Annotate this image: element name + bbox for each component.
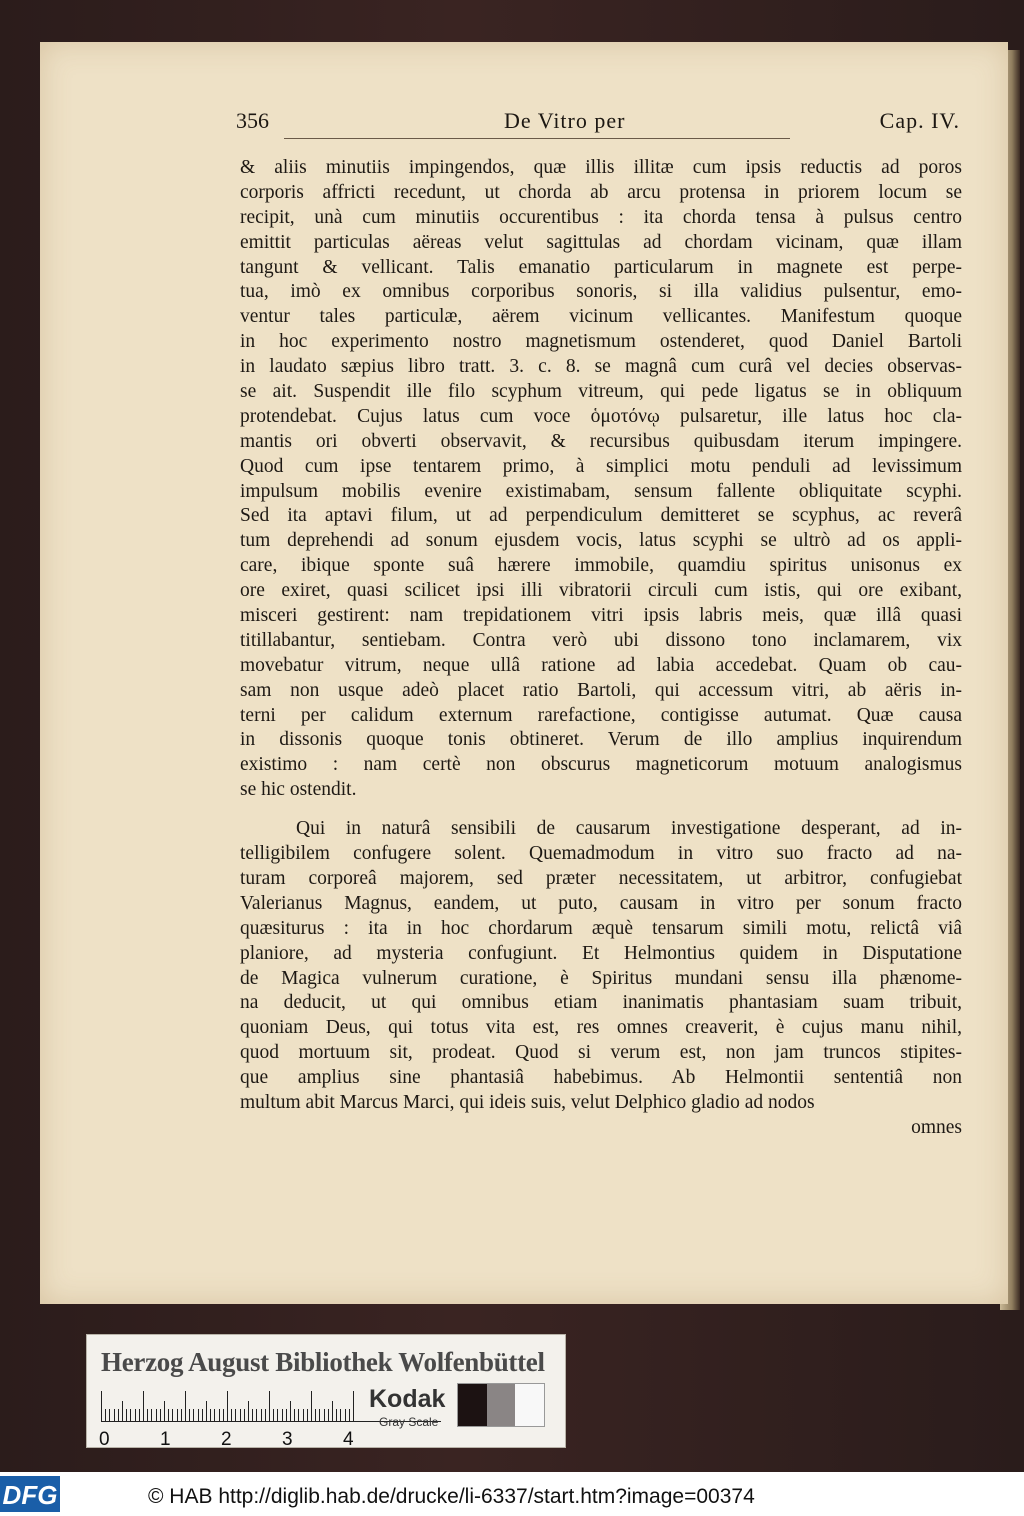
- text-line: se ait. Suspendit ille filo scyphum vitreum, qui pede ligatus se in obliquum: [240, 381, 962, 403]
- page-header: [236, 108, 960, 142]
- ruler-tick: [252, 1409, 253, 1421]
- ruler-tick: [177, 1409, 178, 1421]
- swatch-white: [515, 1384, 544, 1426]
- ruler-tick: [336, 1409, 337, 1421]
- catchword: omnes: [911, 1116, 962, 1138]
- ruler-tick: [303, 1409, 304, 1421]
- ruler-tick: [248, 1401, 249, 1421]
- text-line: in laudato sæpius libro tratt. 3. c. 8. se magnâ cum curâ vel decies observas-: [240, 356, 962, 378]
- ruler-tick: [294, 1409, 295, 1421]
- ruler-tick: [151, 1409, 152, 1421]
- text-line: ventur tales particulæ, aërem vicinum vellicantes. Manifestum quoque: [240, 306, 962, 328]
- ruler-tick: [277, 1409, 278, 1421]
- text-line: corporis affricti recedunt, ut chorda ab arcu protensa in priorem locum se: [240, 181, 962, 203]
- ruler-number: 1: [160, 1429, 171, 1450]
- ruler-tick: [114, 1409, 115, 1421]
- text-line: in dissonis quoque tonis obtineret. Verum de illo amplius inquirendum: [240, 729, 962, 751]
- ruler-tick: [139, 1409, 140, 1421]
- text-line: protendebat. Cujus latus cum voce ὁμοτόνῳ pulsaretur, ille latus hoc cla-: [240, 405, 962, 427]
- ruler-tick: [130, 1409, 131, 1421]
- text-line: mantis ori obverti observavit, & recursibus quibusdam iterum impingere.: [240, 430, 962, 452]
- text-line: sam non usque adeò placet ratio Bartoli, qui accessum vitri, ab aëris in-: [240, 679, 962, 701]
- ruler-tick: [311, 1391, 312, 1421]
- text-line: terni per calidum externum rarefactione, contigisse autumat. Quæ causa: [240, 704, 962, 726]
- ruler-tick: [332, 1401, 333, 1421]
- ruler-tick: [298, 1409, 299, 1421]
- ruler-tick: [105, 1409, 106, 1421]
- text-line: tua, imò ex omnibus corporibus sonoris, si illa validius pulsentur, emo-: [240, 281, 962, 303]
- text-line: que amplius sine phantasiâ habebimus. Ab Helmontii sententiâ non: [240, 1067, 962, 1089]
- text-line: in hoc experimento nostro magnetismum ostenderet, quod Daniel Bartoli: [240, 331, 962, 353]
- ruler-number: 4: [343, 1429, 354, 1450]
- page-number: 356: [236, 108, 269, 133]
- ruler-tick: [118, 1409, 119, 1421]
- ruler-number: 3: [282, 1429, 293, 1450]
- ruler-tick: [172, 1409, 173, 1421]
- ruler-tick: [206, 1401, 207, 1421]
- text-line: & aliis minutiis impingendos, quæ illis illitæ cum ipsis reductis ad poros: [240, 157, 962, 178]
- ruler-tick: [286, 1409, 287, 1421]
- ruler-tick: [109, 1409, 110, 1421]
- ruler-tick: [181, 1409, 182, 1421]
- ruler-tick: [269, 1391, 270, 1421]
- ruler-tick: [353, 1391, 354, 1421]
- running-title: De Vitro per: [504, 108, 626, 133]
- text-line: de Magica vulnerum curatione, è Spiritus mundani sensu illa phænome-: [240, 967, 962, 989]
- kodak-logo: Kodak: [369, 1385, 446, 1413]
- ruler-tick: [244, 1409, 245, 1421]
- text-line: quod mortuum sit, prodeat. Quod si verum est, non jam truncos stipites-: [240, 1042, 962, 1064]
- ruler-number: 0: [99, 1429, 110, 1450]
- ruler-tick: [156, 1409, 157, 1421]
- institution-name: Herzog August Bibliothek Wolfenbüttel: [101, 1347, 545, 1377]
- text-line: Sed ita aptavi filum, ut ad perpendiculum demitteret se scyphus, ac reverâ: [240, 505, 962, 527]
- text-line: movebatur vitrum, neque ullâ ratione ad labia accedebat. Quam ob cau-: [240, 654, 962, 676]
- ruler-tick: [324, 1409, 325, 1421]
- text-line: na deducit, ut qui omnibus etiam inanimatis phantasiam suam tribuit,: [240, 992, 962, 1014]
- ruler-tick: [160, 1409, 161, 1421]
- ruler-tick: [143, 1391, 144, 1421]
- ruler-tick: [340, 1409, 341, 1421]
- gray-scale-swatches: [457, 1383, 545, 1427]
- swatch-gray: [487, 1384, 516, 1426]
- text-line: misceri gestirent: nam trepidationem vitri ipsis labris meis, quæ illâ quasi: [240, 605, 962, 627]
- text-line: turam corporeâ majorem, sed præter necessitatem, ut arbitror, confugiebat: [240, 867, 962, 889]
- text-line: existimo : nam certè non obscurus magneticorum motuum analogismus: [240, 754, 962, 776]
- ruler-tick: [219, 1409, 220, 1421]
- ruler-tick: [315, 1409, 316, 1421]
- ruler-tick: [282, 1409, 283, 1421]
- ruler-tick: [256, 1409, 257, 1421]
- text-line: recipit, unà cum minutiis occurentibus : ita chorda tensa à pulsus centro: [240, 206, 962, 228]
- ruler-tick: [328, 1409, 329, 1421]
- ruler-tick: [210, 1409, 211, 1421]
- text-line: quoniam Deus, qui totus vita est, res omnes creaverit, è cujus manu nihil,: [240, 1017, 962, 1039]
- copyright-link[interactable]: © HAB http://diglib.hab.de/drucke/li-6337/start.htm?image=00374: [148, 1485, 755, 1508]
- ruler-tick: [227, 1391, 228, 1421]
- dfg-logo: DFG: [0, 1476, 60, 1512]
- paragraph-gap: [240, 803, 962, 817]
- ruler-tick: [261, 1409, 262, 1421]
- text-line: emittit particulas aëreas velut sagittulas ad chordam vicinam, quæ illam: [240, 231, 962, 253]
- ruler-tick: [101, 1391, 102, 1421]
- text-line: Quod cum ipse tentarem primo, à simplici motu penduli ad levissimum: [240, 455, 962, 477]
- gray-scale-label: Gray Scale: [379, 1415, 439, 1429]
- ruler-tick: [290, 1401, 291, 1421]
- ruler-tick: [223, 1409, 224, 1421]
- ruler-tick: [189, 1409, 190, 1421]
- text-line: quæsiturus : ita in hoc chordarum æquè tensarum simili motu, relictâ viâ: [240, 917, 962, 939]
- swatch-black: [458, 1384, 487, 1426]
- text-line: tangunt & vellicant. Talis emanatio particularum in magnete est perpe-: [240, 256, 962, 278]
- text-line: telligibilem confugere solent. Quemadmodum in vitro suo fracto ad na-: [240, 843, 962, 865]
- ruler-tick: [185, 1391, 186, 1421]
- ruler-tick: [193, 1409, 194, 1421]
- ruler-tick: [319, 1409, 320, 1421]
- paragraph-1: [240, 156, 962, 803]
- ruler-tick: [231, 1409, 232, 1421]
- ruler-tick: [235, 1409, 236, 1421]
- ruler-tick: [122, 1401, 123, 1421]
- ruler-tick: [240, 1409, 241, 1421]
- text-line: titillabantur, sentiebam. Contra verò ubi dissono tono inclamarem, vix: [240, 629, 962, 651]
- ruler-tick: [135, 1409, 136, 1421]
- text-line: impulsum mobilis evenire existimabam, sensum fallente obliquitate scyphi.: [240, 480, 962, 502]
- text-line: ore exiret, quasi scilicet ipsi illi vibratorii circuli cum istis, qui ore exibant,: [240, 580, 962, 602]
- ruler-tick: [202, 1409, 203, 1421]
- paragraph-2: [240, 817, 962, 1116]
- ruler-tick: [345, 1409, 346, 1421]
- body-text: [240, 156, 962, 1141]
- text-line: multum abit Marcus Marci, qui ideis suis, velut Delphico gladio ad nodos: [240, 1091, 815, 1113]
- ruler-tick: [147, 1409, 148, 1421]
- header-rule: [284, 138, 790, 139]
- ruler-tick: [273, 1409, 274, 1421]
- ruler-tick: [164, 1401, 165, 1421]
- ruler-number: 2: [221, 1429, 232, 1450]
- chapter-label: Cap. IV.: [879, 108, 960, 133]
- text-line: care, ibique sponte suâ hærere immobile, quamdiu spiritus unisonus ex: [240, 555, 962, 577]
- text-line: tum deprehendi ad sonum ejusdem vocis, latus scyphi se ultrò ad os appli-: [240, 530, 962, 552]
- text-line: planiore, ad mysteria confugiunt. Et Helmontius quidem in Disputatione: [240, 942, 962, 964]
- ruler-tick: [198, 1409, 199, 1421]
- ruler-tick: [307, 1409, 308, 1421]
- archive-label: [86, 1334, 566, 1448]
- ruler-tick: [214, 1409, 215, 1421]
- ruler-tick: [168, 1409, 169, 1421]
- ruler-tick: [349, 1409, 350, 1421]
- text-line: Qui in naturâ sensibili de causarum investigatione desperant, ad in-: [296, 818, 962, 840]
- ruler-tick: [126, 1409, 127, 1421]
- ruler-tick: [265, 1409, 266, 1421]
- text-line: se hic ostendit.: [240, 779, 357, 801]
- text-line: Valerianus Magnus, eandem, ut puto, causam in vitro per sonum fracto: [240, 892, 962, 914]
